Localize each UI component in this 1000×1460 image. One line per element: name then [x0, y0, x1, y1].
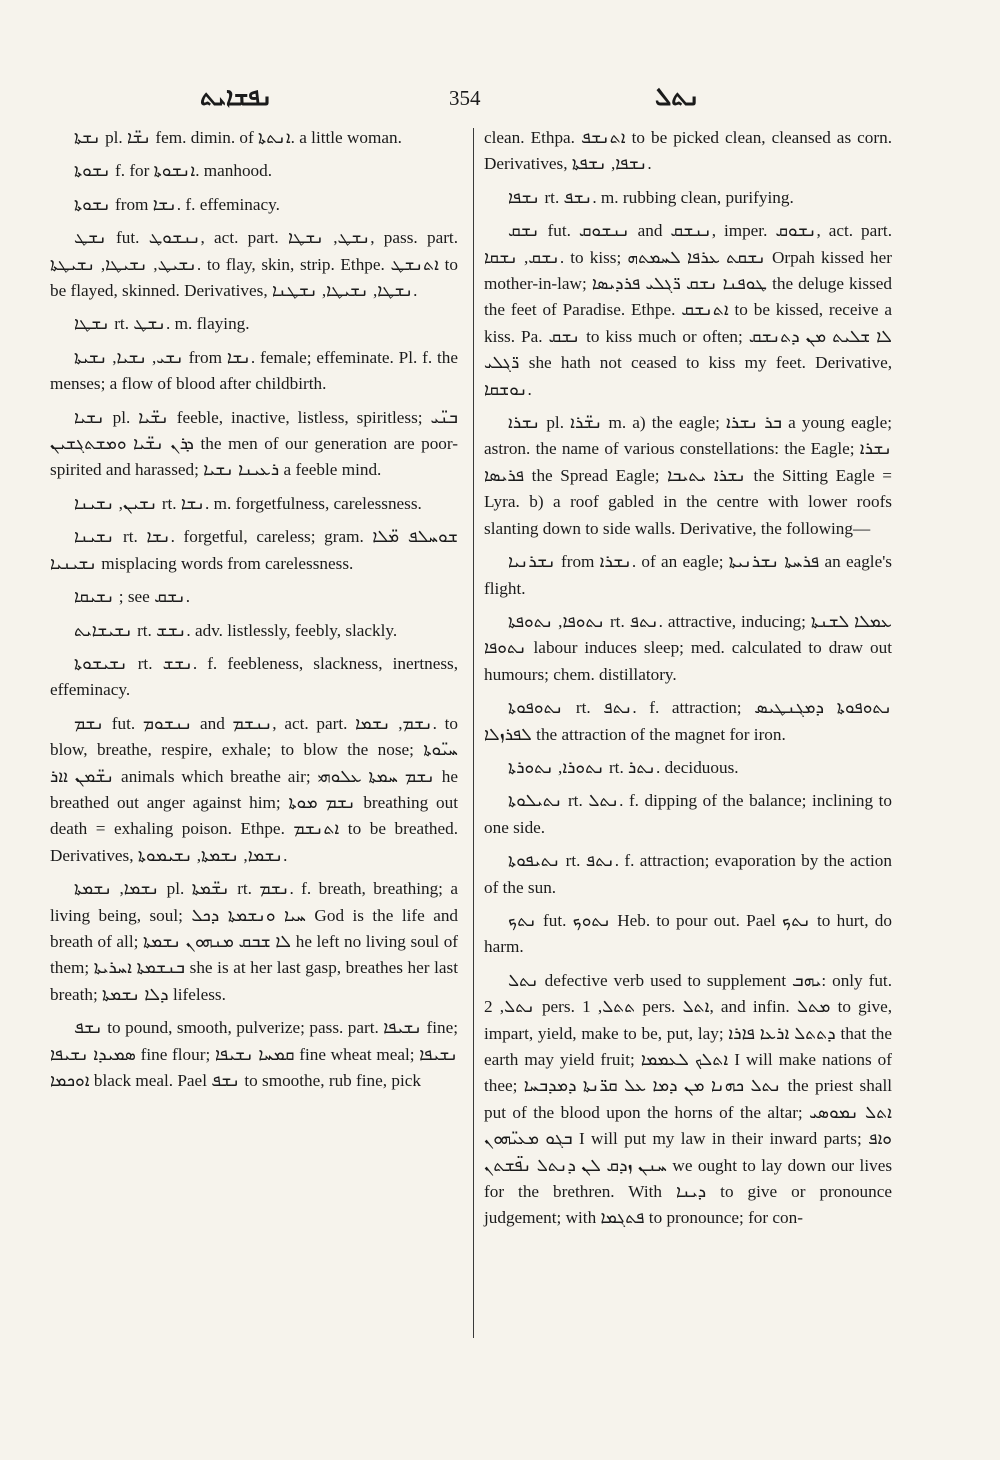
dictionary-entry: ܢܬܘܪܐ, ܢܬܘܪܬܐ rt. ܢܬܪ. deciduous.	[508, 757, 739, 777]
dictionary-entry: ܢܫܦ to pound, smooth, pulverize; pass. part. ܢܫܝܦܐ fine; ܣܡܝܕܐ ܢܫܝܦܐ fine flour; ܩܡܚܐ ܢܫܝܦܐ fine wheat meal; ܢܫܝܦܐ ܐܘܟܡܐ black meal. Pael ܢܫܦ to smoothe, rub fine, pick	[50, 1018, 459, 1090]
dictionary-entry: ܢܬܘܦܐ, ܢܬܘܦܬܐ rt. ܢܬܦ. attractive, inducing; ܥܡܠܐ ܠܫܢܬܐ ܢܬܘܦܐ labour induces sleep; med. calculated to draw out humours; chem. distillatory.	[484, 611, 892, 684]
column-divider	[473, 128, 474, 1338]
dictionary-entry: ܢܬܝܦܘܬܐ rt. ܢܬܦ. f. attraction; evaporation by the action of the sun.	[484, 851, 892, 897]
dictionary-entry: ܢܬܠ defective verb used to supplement ܝܗܒ: only fut. ܢܬܠ, 2 pers. ܬܬܠ, 1 pers. ܐܬܠ, and infin. ܡܬܠ to give, impart, yield, make to be, put, lay; ܕܬܬܠ ܐܪܥܐ ܦܐܪܐ that the earth may yield fruit; ܐܬܠܟ ܠܥܡܡܐ I will make nations of thee; ܢܬܠ ܟܗܢܐ ܡܢ ܕܡܐ ܥܠ ܩܪ̈ܢܬܐ ܕܡܕܒܚܐ the priest shall put of the blood upon the horns of the altar; ܐܬܠ ܢܡܘܣܝ ܒܓܘ ܡܥܝ̈ܗܘܢ I will put my law in their inward parts; ܘܐܦ ܚܢܢ ܙܕܩ ܠܢ ܕܢܬܠ ܢܦ̈ܫܬܢ we ought to lay down our lives for the brethren. With ܕܝܢܐ to give or pronounce judgement; with ܦܬܓܡܐ to pronounce; for con-	[484, 970, 893, 1228]
dictionary-entry: ܢܫܝܐ pl. ܢܫ̈ܝܐ feeble, inactive, listless, spiritless; ܒܢ̈ܝ ܕܪܢ ܢܫ̈ܝܐ ܘܡܫܬܓܫܝܢ the men of our generation are poor-spirited and harassed; ܪܥܝܢܐ ܢܫܝܐ a feeble mind.	[50, 407, 459, 480]
dictionary-entry: ܢܬܝܠܘܬܐ rt. ܢܬܠ. f. dipping of the balance; inclining to one side.	[484, 791, 892, 837]
dictionary-entry: ܢܫܝܫܐܝܬ rt. ܢܫܫ. adv. listlessly, feebly, slackly.	[74, 620, 398, 640]
header-right-syriac: ܢܬܠ	[655, 84, 700, 111]
dictionary-entry: ܢܬܟ fut. ܢܬܘܟ Heb. to pour out. Pael ܢܬܟ to hurt, do harm.	[484, 910, 892, 957]
header-left-syriac: ܢܦܫܐܝܬ	[200, 84, 273, 111]
dictionary-entry: ܢܫܩ fut. ܢܢܫܘܩ and ܢܢܫܩ, imper. ܢܫܘܩ, act. part. ܢܫܩ, ܢܫܩܐ. to kiss; ܢܫܩܬ ܥܪܦܐ ܠܚܡܬܗ Orpah kissed her mother-in-law; ܛܘܦܢܐ ܢܫܩ ܪ̈ܓܠܝ ܦܪܕܝܣܐ the deluge kissed the feet of Paradise. Ethpe. ܐܬܢܫܩ to be kissed, receive a kiss. Pa. ܢܫܩ to kiss much or often; ܠܐ ܫܠܝܬ ܡܢ ܕܬܢܫܩ ܪ̈ܓܠܝ she hath not ceased to kiss my feet. Derivative, ܢܘܫܩܐ.	[484, 221, 893, 399]
dictionary-entry: ܢܫܝܢ, ܢܫܝܢܐ rt. ܢܫܐ. m. forgetfulness, carelessness.	[74, 493, 422, 513]
dictionary-entry: ܢܫܝܩܐ ; see ܢܫܩ.	[74, 587, 190, 607]
dictionary-entry: ܢܫܘܬܐ f. for ܐܢܫܘܬܐ. manhood.	[74, 161, 273, 181]
dictionary-entry: ܢܫܪܐ pl. ܢܫ̈ܪܐ m. a) the eagle; ܒܪ ܢܫܪܐ a young eagle; astron. the name of various constellations: the Eagle; ܢܫܪܐ ܦܪܝܣܐ the Spread Eagle; ܢܫܪܐ ܝܬܝܒܐ the Sitting Eagle = Lyra. b) a roof gabled in the centre with lower roofs slanting down to side walls. Derivative, the following—	[484, 413, 892, 538]
left-column	[50, 125, 458, 1101]
dictionary-entry: ܢܫܦܐ rt. ܢܫܦ. m. rubbing clean, purifying.	[508, 187, 794, 207]
right-column	[484, 125, 892, 1239]
dictionary-entry: ܢܫܝܫܘܬܐ rt. ܢܫܫ. f. feebleness, slackness, inertness, effeminacy.	[50, 653, 458, 700]
running-head	[0, 84, 1000, 114]
page-number: 354	[449, 86, 481, 110]
dictionary-entry: ܢܫܡܐ, ܢܫܡܬܐ pl. ܢܫ̈ܡܬܐ rt. ܢܫܡ. f. breath, breathing; a living being, soul; ܚܝܐ ܘܢܫܡܬܐ ܕܟܠ God is the life and breath of all; ܠܐ ܫܒܩ ܡܢܗܘܢ ܢܫܡܬܐ he left no living soul of them; ܒܢܫܡܬܐ ܐܚܪܝܬܐ she is at her last gasp, breathes her last breath; ܕܠܐ ܢܫܡܬܐ lifeless.	[50, 879, 459, 1004]
dictionary-entry: ܢܫܛ fut. ܢܢܫܘܛ, act. part. ܢܫܛ, ܢܫܛܐ, pass. part. ܢܫܝܛ, ܢܫܝܛܐ, ܢܫܝܛܬܐ. to flay, skin, strip. Ethpe. ܐܬܢܫܛ to be flayed, skinned. Derivatives, ܢܫܛܐ, ܢܫܝܛܐ, ܢܫܛܢܐ.	[50, 228, 458, 301]
dictionary-entry: ܢܫܬܐ pl. ܢܫ̈ܐ fem. dimin. of ܐܢܬܬܐ. a little woman.	[74, 128, 402, 147]
dictionary-entry: ܢܫܡ fut. ܢܢܫܘܡ and ܢܢܫܡ, act. part. ܢܫܡ, ܢܫܡܐ. to blow, breathe, respire, exhale; to blow the nose; ܚܝ̈ܘܬܐ ܢܫ̈ܡܢ ܐܐܪ animals which breathe air; ܢܫܡ ܚܡܬܐ ܥܠܘܗܝ he breathed out anger against him; ܢܫܡ ܡܘܬܐ breathing out death = exhaling poison. Ethpe. ܐܬܢܫܡ to be breathed. Derivatives, ܢܫܡܐ, ܢܫܡܬܐ, ܢܫܝܡܘܬܐ.	[50, 713, 458, 865]
dictionary-entry: ܢܫܝ, ܢܫܝܐ, ܢܫܝܬܐ from ܢܫܐ. female; effeminate. Pl. f. the menses; a flow of blood after childbirth.	[50, 347, 458, 394]
dictionary-entry: ܢܫܪܢܝܐ from ܢܫܪܐ. of an eagle; ܦܪܚܬܐ ܢܫܪܢܝܬܐ an eagle's flight.	[484, 552, 892, 598]
dictionary-entry: ܢܫܝܢܐ rt. ܢܫܐ. forgetful, careless; gram. ܫܘܚܠܦ ܡ̈ܠܐ ܢܫܝܢܝܐ misplacing words from carelessness.	[50, 527, 458, 573]
dictionary-entry: ܢܬܘܦܘܬܐ rt. ܢܬܦ. f. attraction; ܢܬܘܦܘܬܐ ܕܡܓܢܛܝܣ ܠܦܪܙܠܐ the attraction of the magnet for iron.	[484, 698, 892, 744]
dictionary-entry: ܢܫܘܬܐ from ܢܫܐ. f. effeminacy.	[74, 194, 280, 214]
dictionary-entry-continued: clean. Ethpa. ܐܬܢܫܦ to be picked clean, cleansed as corn. Derivatives, ܢܫܦܐ, ܢܫܦܬܐ.	[484, 128, 892, 174]
dictionary-entry: ܢܫܛܐ rt. ܢܫܛ. m. flaying.	[74, 314, 250, 334]
